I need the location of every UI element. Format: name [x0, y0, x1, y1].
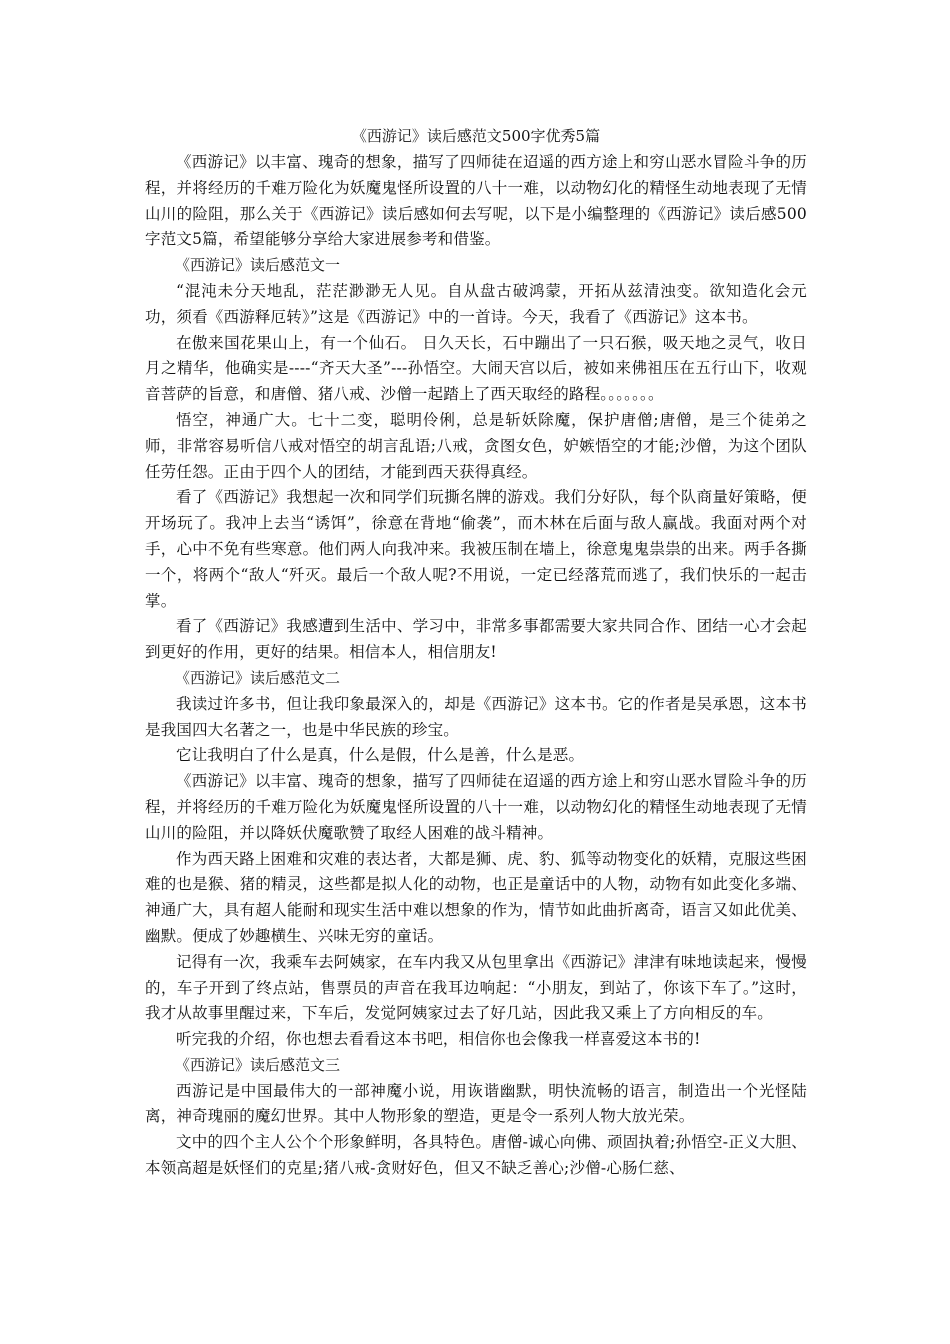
section-one-paragraph-1: “混沌未分天地乱，茫茫渺渺无人见。自从盘古破鸿蒙，开拓从兹清浊变。欲知造化会元功，须看《西游释厄转》”这是《西游记》中的一首诗。今天，我看了《西游记》这本书。 [145, 281, 807, 326]
section-one-heading: 《西游记》读后感范文一 [175, 256, 341, 275]
section-three-heading: 《西游记》读后感范文三 [175, 1055, 341, 1074]
section-two-paragraph-2: 它让我明白了什么是真，什么是假，什么是善，什么是恶。 [176, 746, 585, 765]
section-one-paragraph-2: 在傲来国花果山上，有一个仙石。 日久天长，石中蹦出了一只石猴，吸天地之灵气，收日月之精华，他确实是----“齐天大圣”---孙悟空。大闹天宫以后，被如来佛祖压在五行山下，收观音菩萨的旨意，和唐僧、猪八戒、沙僧一起踏上了西天取经的路程。。。。。。。 [145, 333, 807, 404]
section-two-paragraph-6: 听完我的介绍，你也想去看看这本书吧，相信你也会像我一样喜爱这本书的! [176, 1030, 701, 1049]
section-one-paragraph-3: 悟空，神通广大。七十二变，聪明伶俐，总是斩妖除魔，保护唐僧;唐僧，是三个徒弟之师，非常容易听信八戒对悟空的胡言乱语;八戒，贪图女色，妒嫉悟空的才能;沙僧，为这个团队任劳任怨。正由于四个人的团结，才能到西天获得真经。 [145, 410, 807, 481]
section-two-paragraph-3: 《西游记》以丰富、瑰奇的想象，描写了四师徒在迢遥的西方途上和穷山恶水冒险斗争的历程，并将经历的千难万险化为妖魔鬼怪所设置的八十一难，以动物幻化的精怪生动地表现了无情山川的险阻，并以降妖伏魔歌赞了取经人困难的战斗精神。 [145, 772, 807, 842]
document-page [145, 126, 807, 1182]
section-two-paragraph-1: 我读过许多书，但让我印象最深入的，却是《西游记》这本书。它的作者是吴承恩，这本书是我国四大名著之一，也是中华民族的珍宝。 [145, 694, 807, 739]
section-one-paragraph-5: 看了《西游记》我感遭到生活中、学习中，非常多事都需要大家共同合作、团结一心才会起到更好的作用，更好的结果。相信本人，相信朋友! [145, 617, 807, 662]
section-two-paragraph-4: 作为西天路上困难和灾难的表达者，大都是狮、虎、豹、狐等动物变化的妖精，克服这些困难的也是猴、猪的精灵，这些都是拟人化的动物，也正是童话中的人物，动物有如此变化多端、神通广大，具有超人能耐和现实生活中难以想象的作为，情节如此曲折离奇，语言又如此优美、幽默。便成了妙趣横生、兴味无穷的童话。 [145, 849, 807, 945]
section-two-heading: 《西游记》读后感范文二 [175, 668, 341, 687]
section-three-paragraph-2: 文中的四个主人公个个形象鲜明，各具特色。唐僧-诚心向佛、顽固执着;孙悟空-正义大胆、本领高超是妖怪们的克星;猪八戒-贪财好色，但又不缺乏善心;沙僧-心肠仁慈、 [145, 1133, 807, 1178]
document-title: 《西游记》读后感范文500字优秀5篇 [351, 127, 601, 145]
section-two-paragraph-5: 记得有一次，我乘车去阿姨家，在车内我又从包里拿出《西游记》津津有味地读起来，慢慢的，车子开到了终点站，售票员的声音在我耳边响起：“小朋友，到站了，你该下车了。”这时，我才从故事里醒过来，下车后，发觉阿姨家过去了好几站，因此我又乘上了方向相反的车。 [145, 952, 807, 1023]
section-one-paragraph-4: 看了《西游记》我想起一次和同学们玩撕名牌的游戏。我们分好队，每个队商量好策略，便开场玩了。我冲上去当“诱饵”，徐意在背地“偷袭”，而木林在后面与敌人赢战。我面对两个对手，心中不免有些寒意。他们两人向我冲来。我被压制在墙上，徐意鬼鬼祟祟的出来。两手各撕一个，将两个“敌人“歼灭。最后一个敌人呢?不用说，一定已经落荒而逃了，我们快乐的一起击掌。 [145, 488, 807, 610]
section-three-paragraph-1: 西游记是中国最伟大的一部神魔小说，用诙谐幽默，明快流畅的语言，制造出一个光怪陆离，神奇瑰丽的魔幻世界。其中人物形象的塑造，更是令一系列人物大放光荣。 [145, 1081, 807, 1126]
intro-paragraph: 《西游记》以丰富、瑰奇的想象，描写了四师徒在迢遥的西方途上和穷山恶水冒险斗争的历程，并将经历的千难万险化为妖魔鬼怪所设置的八十一难，以动物幻化的精怪生动地表现了无情山川的险阻，那么关于《西游记》读后感如何去写呢，以下是小编整理的《西游记》读后感500字范文5篇，希望能够分享给大家进展参考和借鉴。 [145, 153, 807, 249]
